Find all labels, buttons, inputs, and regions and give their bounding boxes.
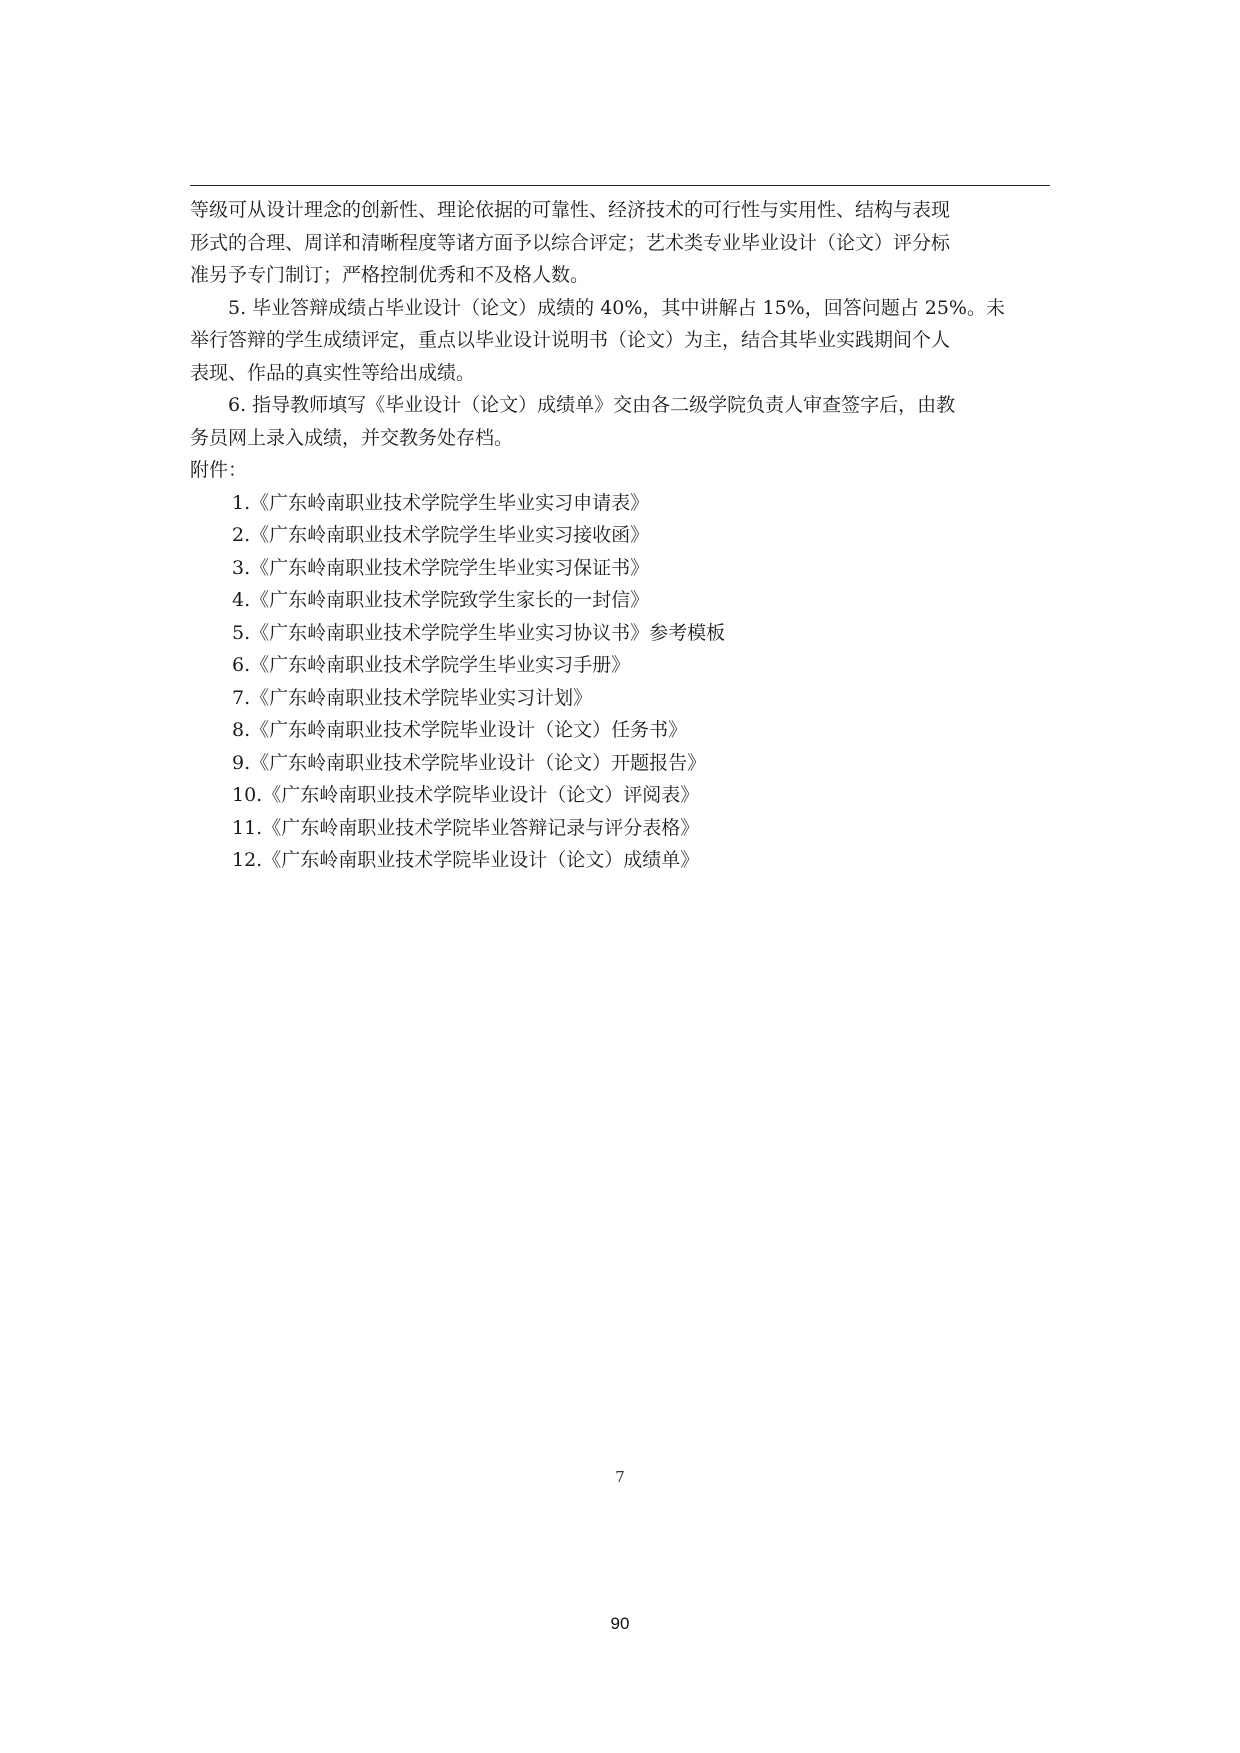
text-line: 表现、作品的真实性等给出成绩。 <box>190 361 476 384</box>
text-line: 举行答辩的学生成绩评定，重点以毕业设计说明书（论文）为主，结合其毕业实践期间个人 <box>190 329 951 351</box>
page-number-inner: 7 <box>615 1468 625 1486</box>
attachment-item: 8.《广东岭南职业技术学院毕业设计（论文）任务书》 <box>232 719 688 741</box>
page-number-outer: 90 <box>610 1614 630 1633</box>
attachment-item: 3.《广东岭南职业技术学院学生毕业实习保证书》 <box>232 556 650 579</box>
attachments-heading: 附件： <box>190 459 248 481</box>
attachments-list <box>190 487 1052 877</box>
text-line: 形式的合理、周详和清晰程度等诸方面予以综合评定；艺术类专业毕业设计（论文）评分标 <box>190 231 951 254</box>
attachment-item: 2.《广东岭南职业技术学院学生毕业实习接收函》 <box>232 524 650 546</box>
attachment-item: 9.《广东岭南职业技术学院毕业设计（论文）开题报告》 <box>232 751 707 774</box>
attachment-item: 6.《广东岭南职业技术学院学生毕业实习手册》 <box>232 654 631 676</box>
attachment-item: 5.《广东岭南职业技术学院学生毕业实习协议书》参考模板 <box>232 621 726 644</box>
paragraph-grading-criteria <box>190 194 1052 292</box>
attachment-item: 11.《广东岭南职业技术学院毕业答辩记录与评分表格》 <box>232 816 700 839</box>
text-line: 准另予专门制订；严格控制优秀和不及格人数。 <box>190 264 590 286</box>
text-line: 6. 指导教师填写《毕业设计（论文）成绩单》交由各二级学院负责人审查签字后，由教 <box>228 394 956 416</box>
attachment-item: 10.《广东岭南职业技术学院毕业设计（论文）评阅表》 <box>232 784 700 806</box>
text-line: 5. 毕业答辩成绩占毕业设计（论文）成绩的 40%，其中讲解占 15%，回答问题占 25%。未 <box>228 296 1005 319</box>
document-body <box>190 194 1052 877</box>
header-rule <box>190 185 1050 186</box>
attachment-item: 4.《广东岭南职业技术学院致学生家长的一封信》 <box>232 589 650 611</box>
attachment-item: 12.《广东岭南职业技术学院毕业设计（论文）成绩单》 <box>232 849 700 871</box>
attachment-item: 7.《广东岭南职业技术学院毕业实习计划》 <box>232 686 593 709</box>
attachment-item: 1.《广东岭南职业技术学院学生毕业实习申请表》 <box>232 491 650 514</box>
paragraph-item-6 <box>190 389 1052 454</box>
text-line: 等级可从设计理念的创新性、理论依据的可靠性、经济技术的可行性与实用性、结构与表现 <box>190 199 951 221</box>
paragraph-item-5 <box>190 292 1052 390</box>
text-line: 务员网上录入成绩，并交教务处存档。 <box>190 426 514 449</box>
